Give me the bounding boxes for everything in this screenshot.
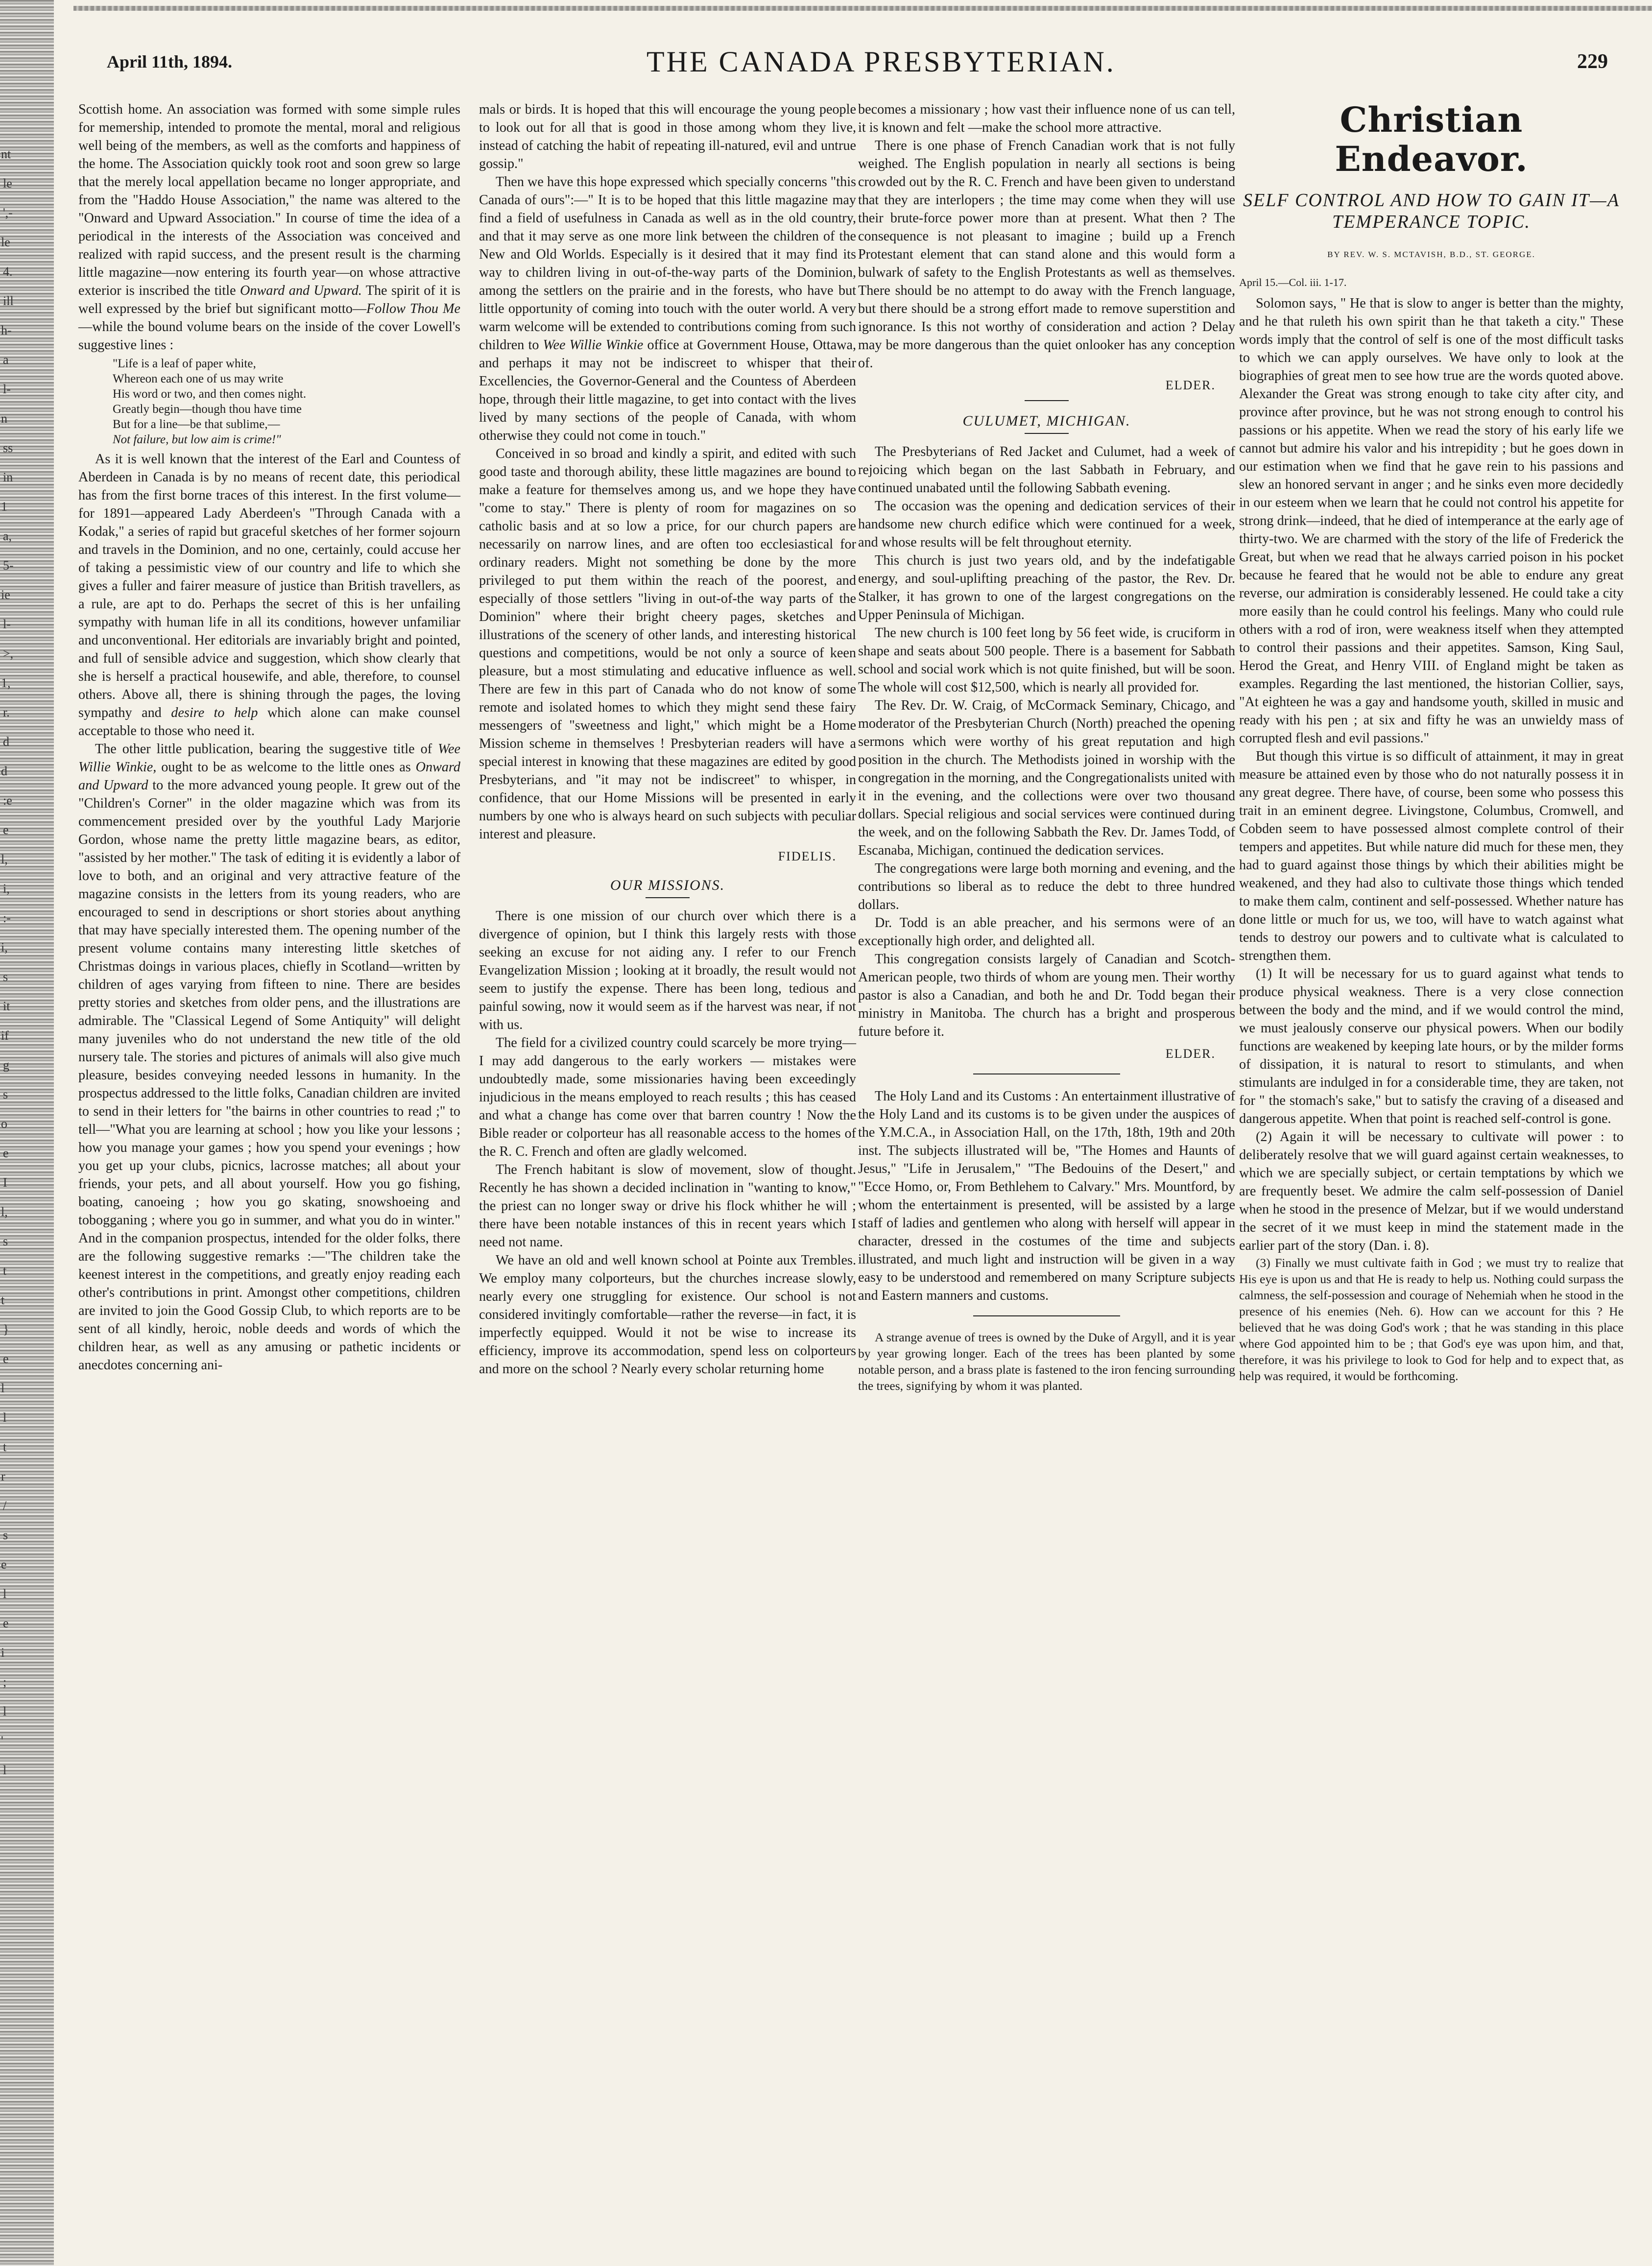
margin-fragment: I <box>3 1175 7 1190</box>
margin-fragment: l <box>3 1763 7 1777</box>
margin-fragment: 5- <box>3 558 14 572</box>
margin-fragment: i, <box>1 940 8 954</box>
poem-line: Not failure, but low aim is crime!" <box>113 433 281 446</box>
margin-fragment: nt <box>1 147 11 161</box>
page-number: 229 <box>1577 50 1608 73</box>
paragraph: The French habitant is slow of movement, slow of thought. Recently he has shown a decided inclination in "wanting to know," the priest can no longer sway or drive his flock whither he will ; there have been notable instances of this in recent years which I need not name. <box>479 1162 856 1250</box>
margin-fragment: e <box>3 1616 9 1630</box>
margin-fragment: le <box>1 235 10 249</box>
divider <box>973 1315 1120 1316</box>
section-heading: OUR MISSIONS. <box>610 877 725 893</box>
previous-page-margin-fragments <box>0 0 54 2266</box>
margin-fragment: l- <box>3 382 11 396</box>
margin-fragment: d <box>3 735 9 749</box>
signature: FIDELIS. <box>778 849 837 863</box>
margin-fragment: ',- <box>3 206 13 220</box>
margin-fragment: i, <box>3 882 10 896</box>
margin-fragment: e <box>3 1352 9 1366</box>
paragraph: The Rev. Dr. W. Craig, of McCormack Seminary, Chicago, and moderator of the Presbyterian Church (North) preached the opening sermons which were worthy of his great reputation and high position in the church. The Methodists joined in worship with the congregation in the morning, and the Congregationalists united with it in the evening, and the collections were over two thousand dollars. Special religious and social services were continued during the week, and on the following Sabbath the Rev. Dr. James Todd, of Escanaba, Michigan, continued the dedication services. <box>858 698 1235 858</box>
margin-fragment: s <box>3 1234 8 1248</box>
paragraph: There is one mission of our church over which there is a divergence of opinion, but I think this largely rests with those seeking an excuse for not aiding any. I refer to our French Evangelization Mission ; looking at it broadly, the result would not seem to justify the expense. There has been long, tedious and painful sowing, now it would seem as if the harvest was near, if not with us. <box>479 908 856 1032</box>
header-date: April 11th, 1894. <box>107 52 233 72</box>
column-1 <box>78 100 460 1374</box>
divider <box>1025 400 1069 401</box>
margin-fragment: ie <box>1 588 10 602</box>
paragraph: (3) Finally we must cultivate faith in God ; we must try to realize that His eye is upon us and that He is ready to help us. Nothing could surpass the calmness, the self-possession and courage of Nehemiah when he stood in the presence of his enemies (Neh. 6). How can we account for this ? He believed that he was doing God's work ; that he was standing in this place where God appointed him to be ; that God's eye was upon him, and that, therefore, it was his privilege to look to God for help and to expect that, as help was required, it would be forthcoming. <box>1239 1256 1624 1383</box>
margin-fragment: t <box>1 1293 5 1307</box>
margin-fragment: h- <box>1 323 12 337</box>
paragraph: becomes a missionary ; how vast their influence none of us can tell, it is known and felt —make the school more attractive. <box>858 102 1235 135</box>
poem-line: Whereon each one of us may write <box>113 372 284 385</box>
poem-line: "Life is a leaf of paper white, <box>113 357 256 370</box>
newspaper-title: THE CANADA PRESBYTERIAN. <box>646 46 1116 78</box>
paragraph: Dr. Todd is an able preacher, and his sermons were of an exceptionally high order, and delighted all. <box>858 915 1235 949</box>
paragraph: A strange avenue of trees is owned by the Duke of Argyll, and it is year by year growing longer. Each of the trees has been planted by some notable person, and a brass plate is fastened to the iron fencing surrounding the trees, signifying by whom it was planted. <box>858 1330 1235 1393</box>
paragraph: The new church is 100 feet long by 56 feet wide, is cruciform in shape and seats about 500 people. There is a basement for Sabbath school and social work which is not quite finished, but will be soon. The whole will cost $12,500, which is nearly all provided for. <box>858 625 1235 695</box>
margin-fragment: l, <box>1 852 8 866</box>
margin-fragment: le <box>3 176 12 191</box>
margin-fragment: l, <box>1 1205 8 1219</box>
margin-fragment: s <box>3 970 8 984</box>
margin-fragment: d <box>1 764 7 778</box>
scripture-date: April 15.—Col. iii. 1-17. <box>1239 276 1347 288</box>
paragraph: (2) Again it will be necessary to cultivate will power : to deliberately resolve that we will guard against certain weaknesses, to which we are specially subject, or certain temptations by which we are frequently beset. We admire the calm self-possession of Daniel when he stood in the presence of Melzar, but if we would understand the secret of it we must keep in mind the statement made in the earlier part of the story (Dan. i. 8). <box>1239 1129 1624 1253</box>
paragraph: (1) It will be necessary for us to guard against what tends to produce physical weakness. There is a very close connection between the body and the mind, and if we would control the mind, we must jealously conserve our physical powers. When our bodily functions are weakened by keeping late hours, or by the milder forms of dissipation, it is natural to resort to stimulants, and when stimulants are indulged in for a considerable time, they are taken, not for " the stomach's sake," but to satisfy the craving of a diseased and dangerous appetite. When that point is reached self-control is gone. <box>1239 966 1624 1126</box>
byline: BY REV. W. S. MCTAVISH, B.D., ST. GEORGE. <box>1327 250 1535 259</box>
paragraph: The Holy Land and its Customs : An entertainment illustrative of the Holy Land and its customs is to be given under the auspices of the Y.M.C.A., in Association Hall, on the 17th, 18th, 19th and 20th inst. The subjects illustrated will be, "The Homes and Haunts of Jesus," "Life in Jerusalem," "The Bedouins of the Desert," and "Ecce Homo, or, From Bethlehem to Calvary." Mrs. Mountford, by whom the entertainment is presented, will be assisted by a large staff of ladies and gentlemen who along with herself will appear in character, dressed in the costumes of the time and subjects illustrated, and much light and instruction will be given in a way easy to be understood and remembered on many Scripture subjects and Eastern manners and customs. <box>858 1089 1235 1303</box>
paragraph: The other little publication, bearing the suggestive title of Wee Willie Winkie, ought to be as welcome to the little ones as Onward and Upward to the more advanced young people. It grew out of the "Children's Corner" in the older magazine which was from its commencement presided over by the youthful Lady Marjorie Gordon, whose name the pretty little magazine bears, as editor, "assisted by her mother." The task of editing it is evidently a labor of love to both, and an original and very attractive feature of the magazine consists in the letters from its young readers, who are encouraged to send in descriptions or short stories about anything that may have specially interested them. The opening number of the present volume contains many interesting little sketches of Christmas doings in various places, chiefly in Scotland—written by children of ages varying from fifteen to nine. There are besides pretty stories and sketches from older pens, and the illustrations are admirable. The "Classical Legend of Some Antiquity" will delight many juveniles who do not understand the new title of the old nursery tale. The stories and pictures of animals will also give much pleasure, besides conveying needed lessons in humanity. In the prospectus addressed to the little folks, Canadian children are invited to send in their letters for "the bairns in other countries to read ;" to tell—"What you are learning at school ; how you like your lessons ; how you manage your games ; how you spend your evenings ; how you get up your clubs, picnics, lacrosse matches; all about your friends, your pets, and all about yourself. How you go fishing, boating, canoeing ; how you go skating, snowshoeing and tobogganing ; where you go in summer, and what you do in winter." And in the companion prospectus, intended for the older folks, there are the following suggestive remarks :—"The children take the keenest interest in the competitions, and greatly enjoy reading each other's contributions in print. Amongst other competitions, children are invited to join the Good Gossip Club, to which reports are to be sent of all kindly, heroic, noble deeds and words of which the children hear, as well as any amusing or pathetic incidents or anecdotes concerning ani- <box>78 741 461 1373</box>
paragraph: Solomon says, " He that is slow to anger is better than the mighty, and he that ruleth his own spirit than he that taketh a city." These words imply that the control of self is one of the most difficult tasks to which we can apply ourselves. We have only to look at the biographies of great men to see how true are the words quoted above. Alexander the Great was strong enough to take city after city, and province after province, but he was not strong enough to control his passions or his appetite. When we read the story of his early life we cannot but admire his valor and his intrepidity ; but he goes down in our estimation when we find that he gave rein to his passions and slew an honored servant in anger ; and he sinks even more decidedly in our esteem when we learn that he could not control his appetite for strong drink—indeed, that he died of intemperance at the early age of thirty-two. We are charmed with the story of the life of Frederick the Great, but when we read that he always carried poison in his pocket because he feared that he would not be able to endure any great reverse, our admiration is considerably lessened. He could take a city more easily than he could control his feelings. Many who could rule others with a rod of iron, were weakness itself when they attempted to control their passions and their appetites. Samson, King Saul, Herod the Great, and Henry VIII. of England might be taken as examples. Regarding the last mentioned, the historian Collier, says, "At eighteen he was a gay and handsome youth, skilled in music and ready with his pen ; at six and fifty he was an unwieldy mass of corrupted flesh and evil passions." <box>1239 296 1624 746</box>
margin-fragment: n <box>1 411 7 426</box>
margin-fragment: t <box>3 1440 7 1454</box>
margin-fragment: a, <box>3 529 12 543</box>
column-4 <box>1239 100 1624 1384</box>
margin-fragment: ss <box>3 441 13 455</box>
lowell-poem <box>113 356 460 447</box>
divider <box>646 897 690 898</box>
paragraph: Then we have this hope expressed which specially concerns "this Canada of ours":—" It is to be hoped that this little magazine may find a field of usefulness in Canada as well as in the old country, and that it may serve as one more link between the children of the New and Old Worlds. Especially is it desired that it may find its way to children living in out-of-the-way parts of the Dominion, among the settlers on the prairie and in the forests, who have but little opportunity of coming into touch with the outer world. A very warm welcome will be extended to contributions coming from such children to Wee Willie Winkie office at Government House, Ottawa, and perhaps it may not be indiscreet to whisper that their Excellencies, the Governor-General and the Countess of Aberdeen hope, through their little magazine, to get into contact with the lives lived by many sections of the people of Canada, with whom otherwise they could not come in touch." <box>479 174 857 443</box>
margin-fragment: l <box>3 1587 7 1601</box>
margin-fragment: >, <box>3 646 14 661</box>
margin-fragment: s <box>3 1087 8 1101</box>
column-2 <box>479 100 856 1378</box>
margin-fragment: e <box>3 823 9 837</box>
poem-line: But for a line—be that sublime,— <box>113 418 280 431</box>
paragraph: The congregations were large both morning and evening, and the contributions so liberal as to reduce the debt to three hundred dollars. <box>858 861 1235 912</box>
margin-fragment: :- <box>3 911 11 925</box>
paragraph: The Presbyterians of Red Jacket and Culumet, had a week of rejoicing which began on the last Sabbath in February, and continued unabated until the following Sabbath evening. <box>858 444 1235 496</box>
christian-endeavor-title: Christian Endeavor. <box>1335 99 1528 179</box>
paragraph: We have an old and well known school at Pointe aux Trembles. We employ many colporteurs, but the churches increase slowly, nearly every one struggling for existence. Our school is not considered invitingly comfortable—rather the reverse—in fact, it is imperfectly equipped. Would it not be wise to increase its efficiency, improve its accommodation, spend less on colporteurs and more on the school ? Nearly every scholar returning home <box>479 1253 856 1377</box>
margin-fragment: l <box>3 1704 7 1718</box>
signature: ELDER. <box>1165 378 1216 392</box>
paragraph: But though this virtue is so difficult of attainment, it may in great measure be attained even by those who do not naturally possess it in any great degree. There have, of course, been some who possess this trait in an eminent degree. Livingstone, Columbus, Cromwell, and Cobden seem to have possessed almost complete control of their tempers and appetites. But while nature did much for these men, they had to guard against those things by which their abilities might be weakened, and they had also to cultivate those things which tended to make them calm, continent and self-possessed. Whether nature has done little or much for us, we too, will have to watch against what tends to destroy our powers and to cultivate what is calculated to strengthen them. <box>1239 749 1624 963</box>
margin-fragment: l- <box>3 617 11 631</box>
top-border <box>73 6 1652 11</box>
paragraph: Conceived in so broad and kindly a spirit, and edited with such good taste and thorough ability, these little magazines are bound to make a feature for themselves among us, and we hope they have "come to stay." There is plenty of room for magazines on so catholic basis and at so low a price, for our church papers are necessarily on narrow lines, and are often too ecclesiastical for ordinary readers. Might not something be done by the more privileged to put them within the reach of the poorest, and especially of those settlers "living in out-of-the way parts of the Dominion" where their bright cheery pages, sketches and illustrations of the scenery of other lands, and interesting historical questions and competitions, would be not only a source of keen pleasure, but a most stimulating and educative influence as well. There are few in this part of Canada who do not know of some remote and isolated homes to which they might send these fairy messengers of "sweetness and light," which might be a Home Mission scheme in themselves ! Presbyterian readers will have a special interest in knowing that these magazines are edited by good Presbyterians, and "it may not be indiscreet" to whisper, in confidence, that our Home Missions will be presented in early numbers by one who is always heard on such subjects with peculiar interest and pleasure. <box>479 446 856 842</box>
margin-fragment: l <box>1 1381 5 1395</box>
margin-fragment: :e <box>3 793 12 808</box>
section-heading: CULUMET, MICHIGAN. <box>962 413 1131 429</box>
margin-fragment: t <box>3 1264 7 1278</box>
paragraph: The field for a civilized country could scarcely be more trying—I may add dangerous to the early workers — mistakes were undoubtedly made, some missionaries having been exceedingly injudicious in the means employed to reach results ; this has ceased and what a change has come over that barren country ! Now the Bible reader or colporteur has all reasonable access to the homes of the R. C. French and often are gladly welcomed. <box>479 1035 856 1159</box>
margin-fragment: l <box>3 1410 7 1425</box>
margin-fragment: e <box>3 1146 9 1160</box>
margin-fragment: a <box>3 353 9 367</box>
paragraph: There is one phase of French Canadian work that is not fully weighed. The English population in nearly all sections is being crowded out by the R. C. French and have been given to understand that they are interlopers ; the time may come when they will use their brute-force power more than at present. What then ? The consequence is not pleasant to imagine ; build up a French Protestant element that can stand alone and this would form a bulwark of safety to the English Protestants as well as themselves. There should be no attempt to do away with the French language, but there should be a strong effort made to remove superstition and ignorance. Is this not worthy of consideration and action ? Delay may be more dangerous than the quiet onlooker has any conception of. <box>858 138 1235 371</box>
divider <box>973 1073 1120 1074</box>
paragraph: mals or birds. It is hoped that this will encourage the young people to look out for all that is good in those among whom they live, instead of catching the habit of repeating ill-natured, evil and untrue gossip." <box>479 102 856 171</box>
margin-fragment: ill <box>3 294 14 308</box>
margin-fragment: r. <box>3 705 10 719</box>
margin-fragment: it <box>3 999 10 1013</box>
margin-fragment: ; <box>3 1675 7 1689</box>
margin-fragment: o <box>1 1117 7 1131</box>
margin-fragment: / <box>3 1499 7 1513</box>
margin-fragment: } <box>3 1322 9 1336</box>
margin-fragment: g <box>3 1058 9 1072</box>
paragraph: Scottish home. An association was formed with some simple rules for memership, intended to promote the mental, moral and religious well being of the members, as well as the comforts and happiness of the home. The Association quickly took root and soon grew so large that the merely local appellation became no longer appropriate, and from the "Haddo House Association," the name was altered to the "Onward and Upward Association." In course of time the idea of a periodical in the interests of the Association was conceived and realized with rapid success, and the present result is the charming little magazine—now entering its fourth year—on whose attractive exterior is inscribed the title Onward and Upward. The spirit of it is well expressed by the brief but significant motto—Follow Thou Me—while the bound volume bears on the inside of the cover Lowell's suggestive lines : <box>78 102 461 353</box>
margin-fragment: 1 <box>1 500 7 514</box>
margin-fragment: if <box>1 1028 9 1043</box>
margin-fragment: r <box>1 1469 5 1483</box>
paragraph: As it is well known that the interest of the Earl and Countess of Aberdeen in Canada is by no means of recent date, this periodical has from the first borne traces of this interest. In the first volume—for 1891—appeared Lady Aberdeen's "Through Canada with a Kodak," a series of rapid but graceful sketches of her former sojourn and travels in the Dominion, and no one, certainly, could accuse her of taking a pessimistic view of our country and life to which she gives a fuller and fairer measure of justice than British travellers, as a rule, are apt to do. Perhaps the secret of this is her unfailing sympathy with human life in all its conditions, however unfamiliar and unconventional. Her editorials are invariably bright and pointed, and full of sensible advice and suggestion, which show clearly that she is herself a practical housewife, and able, therefore, to counsel others. Above all, there is shining through the pages, the loving sympathy and desire to help which alone can make counsel acceptable to those who need it. <box>78 452 461 739</box>
article-subtitle: SELF CONTROL AND HOW TO GAIN IT—A TEMPERANCE TOPIC. <box>1243 190 1620 232</box>
paragraph: This church is just two years old, and by the indefatigable energy, and soul-uplifting preaching of the pastor, the Rev. Dr. Stalker, it has grown to one of the largest congregations on the Upper Peninsula of Michigan. <box>858 553 1235 622</box>
poem-line: His word or two, and then comes night. <box>113 387 307 401</box>
paragraph: This congregation consists largely of Canadian and Scotch-American people, two thirds of whom are young men. Their worthy pastor is also a Canadian, and both he and Dr. Todd began their ministry in Manitoba. The church has a bright and prosperous future before it. <box>858 952 1235 1039</box>
poem-line: Greatly begin—though thou have time <box>113 403 302 416</box>
margin-fragment: e <box>1 1557 7 1572</box>
margin-fragment: s <box>3 1528 8 1542</box>
paragraph: The occasion was the opening and dedication services of their handsome new church edifice which were continued for a week, and whose results will be felt throughout eternity. <box>858 499 1235 550</box>
margin-fragment: 4. <box>3 264 13 279</box>
margin-fragment: 1, <box>1 676 11 690</box>
margin-fragment: i <box>1 1646 5 1660</box>
signature: ELDER. <box>1165 1047 1216 1061</box>
margin-fragment: in <box>3 470 13 484</box>
divider <box>1025 433 1069 434</box>
column-3 <box>858 100 1235 1394</box>
margin-fragment: ' <box>1 1734 3 1748</box>
